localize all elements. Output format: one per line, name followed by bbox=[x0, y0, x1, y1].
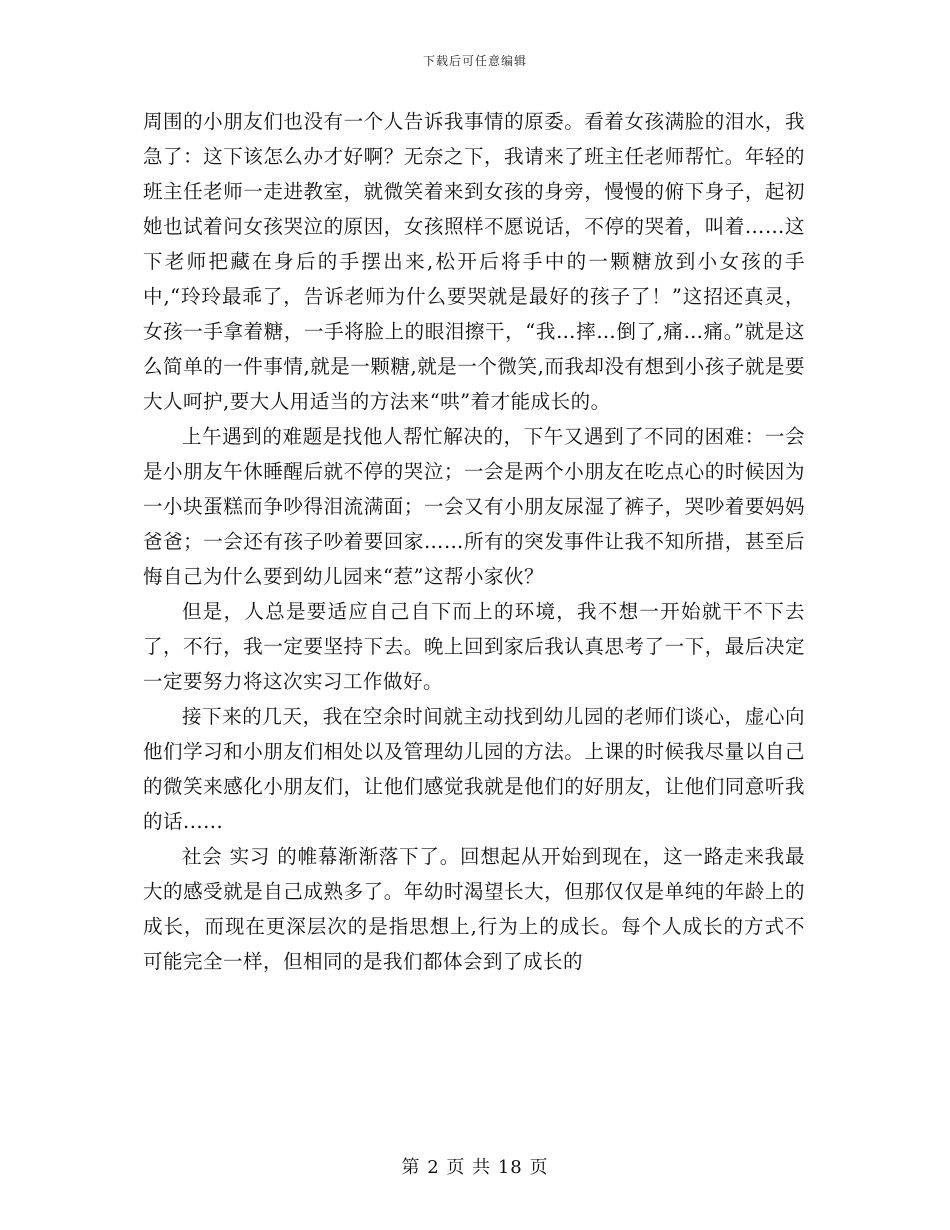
paragraph-2: 上午遇到的难题是找他人帮忙解决的，下午又遇到了不同的困难：一会是小朋友午休睡醒后就不停的哭泣；一会是两个小朋友在吃点心的时候因为一小块蛋糕而争吵得泪流满面；一会又有小朋友尿湿了裤子，哭吵着要妈妈爸爸；一会还有孩子吵着要回家……所有的突发事件让我不知所措，甚至后悔自己为什么要到幼儿园来“惹”这帮小家伙？ bbox=[143, 425, 805, 588]
paragraph-3: 但是，人总是要适应自己自下而上的环境，我不想一开始就干不下去了，不行，我一定要坚持下去。晚上回到家后我认真思考了一下，最后决定一定要努力将这次实习工作做好。 bbox=[143, 600, 805, 693]
paragraph-1: 周围的小朋友们也没有一个人告诉我事情的原委。看着女孩满脸的泪水，我急了：这下该怎么办才好啊？无奈之下，我请来了班主任老师帮忙。年轻的班主任老师一走进教室，就微笑着来到女孩的身旁，慢慢的俯下身子，起初她也试着问女孩哭泣的原因，女孩照样不愿说话，不停的哭着，叫着……这下老师把藏在身后的手摆出来,松开后将手中的一颗糖放到小女孩的手中,“玲玲最乖了，告诉老师为什么要哭就是最好的孩子了！”这招还真灵，女孩一手拿着糖，一手将脸上的眼泪擦干，“我…摔…倒了,痛…痛。”就是这么简单的一件事情,就是一颗糖,就是一个微笑,而我却没有想到小孩子就是要大人呵护,要大人用适当的方法来“哄”着才能成长的。 bbox=[143, 110, 805, 413]
document-body bbox=[143, 104, 805, 979]
paragraph-4: 接下来的几天，我在空余时间就主动找到幼儿园的老师们谈心，虚心向他们学习和小朋友们相处以及管理幼儿园的方法。上课的时候我尽量以自己的微笑来感化小朋友们，让他们感觉我就是他们的好朋友，让他们同意听我的话...... bbox=[143, 705, 805, 833]
paragraph-5: 社会 实习 的帷幕渐渐落下了。回想起从开始到现在，这一路走来我最大的感受就是自己成熟多了。年幼时渴望长大，但那仅仅是单纯的年龄上的成长，而现在更深层次的是指思想上,行为上的成长。每个人成长的方式不可能完全一样，但相同的是我们都体会到了成长的 bbox=[143, 845, 805, 973]
page-header: 下载后可任意编辑 bbox=[422, 54, 527, 68]
page-number: 第 2 页 共 18 页 bbox=[401, 1157, 549, 1178]
